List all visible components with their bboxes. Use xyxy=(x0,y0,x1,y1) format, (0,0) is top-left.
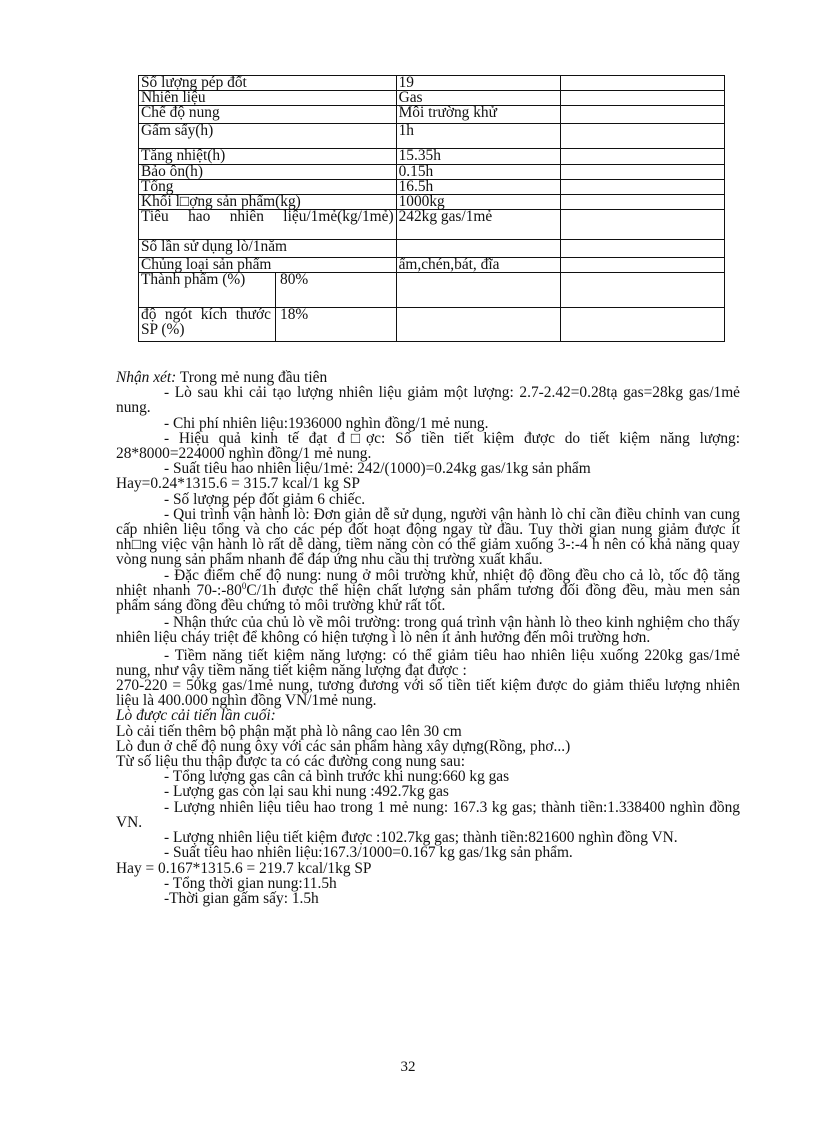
row-label: Thành phẩm (%) xyxy=(141,271,246,289)
page-number: 32 xyxy=(400,1059,416,1075)
paragraph: Hay = 0.167*1315.6 = 219.7 kcal/1kg SP xyxy=(116,859,372,877)
row-label: Bảo ôn(h) xyxy=(139,164,397,179)
empty-cell xyxy=(560,258,724,273)
remark-heading xyxy=(116,370,740,385)
empty-cell xyxy=(560,124,724,149)
superscript: 0 xyxy=(241,580,247,591)
table-row xyxy=(139,76,725,91)
remark-text: Trong mẻ nung đầu tiên xyxy=(176,369,328,386)
empty-cell xyxy=(560,210,724,240)
table-row xyxy=(139,106,725,124)
row-label: Số lượng pép đốt xyxy=(139,76,397,91)
paragraph: - Tiềm năng tiết kiệm năng lượng: có thể giảm tiêu hao nhiên liệu xuống 220kg gas/1mẻ nung, như vậy tiềm năng tiết kiệm năng lượng đạt được : xyxy=(116,646,740,679)
text-span: - Đặc điểm chế độ nung: nung ở môi trường khử, nhiệt độ đồng đều cho cả lò, tốc độ tăng nhiệt nhanh 70-:-80 xyxy=(116,566,740,599)
row-value xyxy=(396,240,560,258)
paragraph: - Chi phí nhiên liệu:1936000 nghìn đồng/1 mẻ nung. xyxy=(164,414,489,432)
row-value: 80% xyxy=(275,273,396,307)
table-row xyxy=(139,210,725,240)
remark-label: Nhận xét: xyxy=(116,369,177,386)
paragraph: - Lò sau khi cải tạo lượng nhiên liệu giảm một lượng: 2.7-2.42=0.28tạ gas=28kg gas/1mẻ nung. xyxy=(116,384,740,417)
row-value: 1h xyxy=(396,124,560,149)
paragraph: - Lượng nhiên liệu tiết kiệm được :102.7kg gas; thành tiền:821600 nghìn đồng VN. xyxy=(164,829,678,847)
empty-cell xyxy=(560,195,724,210)
row-label: Tăng nhiệt(h) xyxy=(139,149,397,164)
table-row xyxy=(139,240,725,258)
empty-cell xyxy=(396,273,560,308)
text-span: C/1h được thể hiện chất lượng sản phẩm tương đối đồng đều, màu men sản phẩm sáng đồng đều chứng tỏ môi trường khử rất tốt. xyxy=(116,581,740,615)
empty-cell xyxy=(396,308,560,342)
paragraph: Lò đun ở chế độ nung ôxy với các sản phẩm hàng xây dựng(Rồng, phơ...) xyxy=(116,737,571,755)
row-label: Chủng loại sản phẩm xyxy=(139,258,397,273)
row-value: 19 xyxy=(396,76,560,91)
row-label: Khối l□ợng sản phẩm(kg) xyxy=(139,195,397,210)
row-value: 16.5h xyxy=(396,179,560,194)
empty-cell xyxy=(560,179,724,194)
row-label: Tổng xyxy=(139,179,397,194)
row-value: 1000kg xyxy=(396,195,560,210)
row-value: Gas xyxy=(396,91,560,106)
empty-cell xyxy=(560,76,724,91)
row-label: Gấm sấy(h) xyxy=(139,124,397,149)
row-value: 18% xyxy=(275,308,396,341)
paragraph: -Thời gian gấm sấy: 1.5h xyxy=(164,889,319,907)
empty-cell xyxy=(560,240,724,258)
empty-cell xyxy=(560,164,724,179)
row-value: 242kg gas/1mẻ xyxy=(396,210,560,240)
empty-cell xyxy=(560,273,724,308)
paragraph: - Lượng gas còn lại sau khi nung :492.7kg gas xyxy=(164,783,449,801)
row-label: Số lần sử dụng lò/1năm xyxy=(139,240,397,258)
paragraph: - Suất tiêu hao nhiên liệu:167.3/1000=0.167 kg gas/1kg sản phẩm. xyxy=(164,844,573,862)
row-label: Tiêu hao nhiên liệu/1mẻ(kg/1mẻ) xyxy=(139,210,397,240)
paragraph: - Qui trình vận hành lò: Đơn giản dễ sử dụng, người vận hành lò chỉ cần điều chỉnh van cung cấp nhiên liệu tổng và cho các pép đốt hoạt động ngay từ đầu. Tuy thời gian nung giảm được ít nh□ng việc vận hành lò rất dễ dàng, tiềm năng còn có thể giảm xuống 3-:-4 h nên có khả năng quay vòng nung sản phẩm nhanh để đáp ứng nhu cầu thị trường xuất khẩu. xyxy=(116,505,740,569)
paragraph: - Hiệu quả kinh tế đạt đ□ợc: Số tiền tiết kiệm được do tiết kiệm năng lượng: 28*8000=224000 nghìn đồng/1 mẻ nung. xyxy=(116,429,740,463)
empty-cell xyxy=(560,308,724,342)
row-value: Môi trường khử xyxy=(396,106,560,124)
paragraph: - Số lượng pép đốt giảm 6 chiếc. xyxy=(164,490,366,508)
paragraph: - Tổng lượng gas cân cả bình trước khi nung:660 kg gas xyxy=(164,768,510,786)
row-label: Chế độ nung xyxy=(139,106,397,124)
paragraph: - Tổng thời gian nung:11.5h xyxy=(164,874,337,892)
paragraph xyxy=(116,568,740,614)
row-value: 0.15h xyxy=(396,164,560,179)
paragraph: - Lượng nhiên liệu tiêu hao trong 1 mẻ nung: 167.3 kg gas; thành tiền:1.338400 nghìn đồng VN. xyxy=(116,798,740,831)
row-value: 15.35h xyxy=(396,149,560,164)
row-value: ấm,chén,bát, đĩa xyxy=(396,258,560,273)
paragraph: Lò cải tiến thêm bộ phận mặt phà lò nâng cao lên 30 cm xyxy=(116,722,462,740)
section-title: Lò được cải tiến lần cuối: xyxy=(116,707,276,725)
split-cell xyxy=(139,308,397,342)
empty-cell xyxy=(560,91,724,106)
section-heading xyxy=(116,708,740,723)
table-row xyxy=(139,124,725,149)
empty-cell xyxy=(560,149,724,164)
paragraph: Hay=0.24*1315.6 = 315.7 kcal/1 kg SP xyxy=(116,475,360,493)
body-text xyxy=(116,370,740,906)
table-row xyxy=(139,308,725,342)
row-label: Nhiên liệu xyxy=(139,91,397,106)
paragraph: - Suất tiêu hao nhiên liệu/1mẻ: 242/(1000)=0.24kg gas/1kg sản phẩm xyxy=(164,460,591,478)
paragraph: - Nhận thức của chủ lò về môi trường: trong quá trình vận hành lò theo kinh nghiệm cho thấy nhiên liệu cháy triệt để không có hiện tượng ì lò nên ít ảnh hưởng đến môi trường hơn. xyxy=(116,614,740,647)
empty-cell xyxy=(560,106,724,124)
kiln-data-table xyxy=(138,75,725,342)
paragraph: 270-220 = 50kg gas/1mẻ nung, tương đương với số tiền tiết kiệm được do giảm thiểu lượng nhiên liệu là 400.000 nghìn đồng VN/1mẻ nung. xyxy=(116,677,740,710)
table-row xyxy=(139,149,725,164)
table-row xyxy=(139,273,725,308)
paragraph: Từ số liệu thu thập được ta có các đường cong nung sau: xyxy=(116,753,466,771)
split-cell xyxy=(139,273,397,308)
row-label: độ ngót kích thước SP (%) xyxy=(141,306,271,338)
